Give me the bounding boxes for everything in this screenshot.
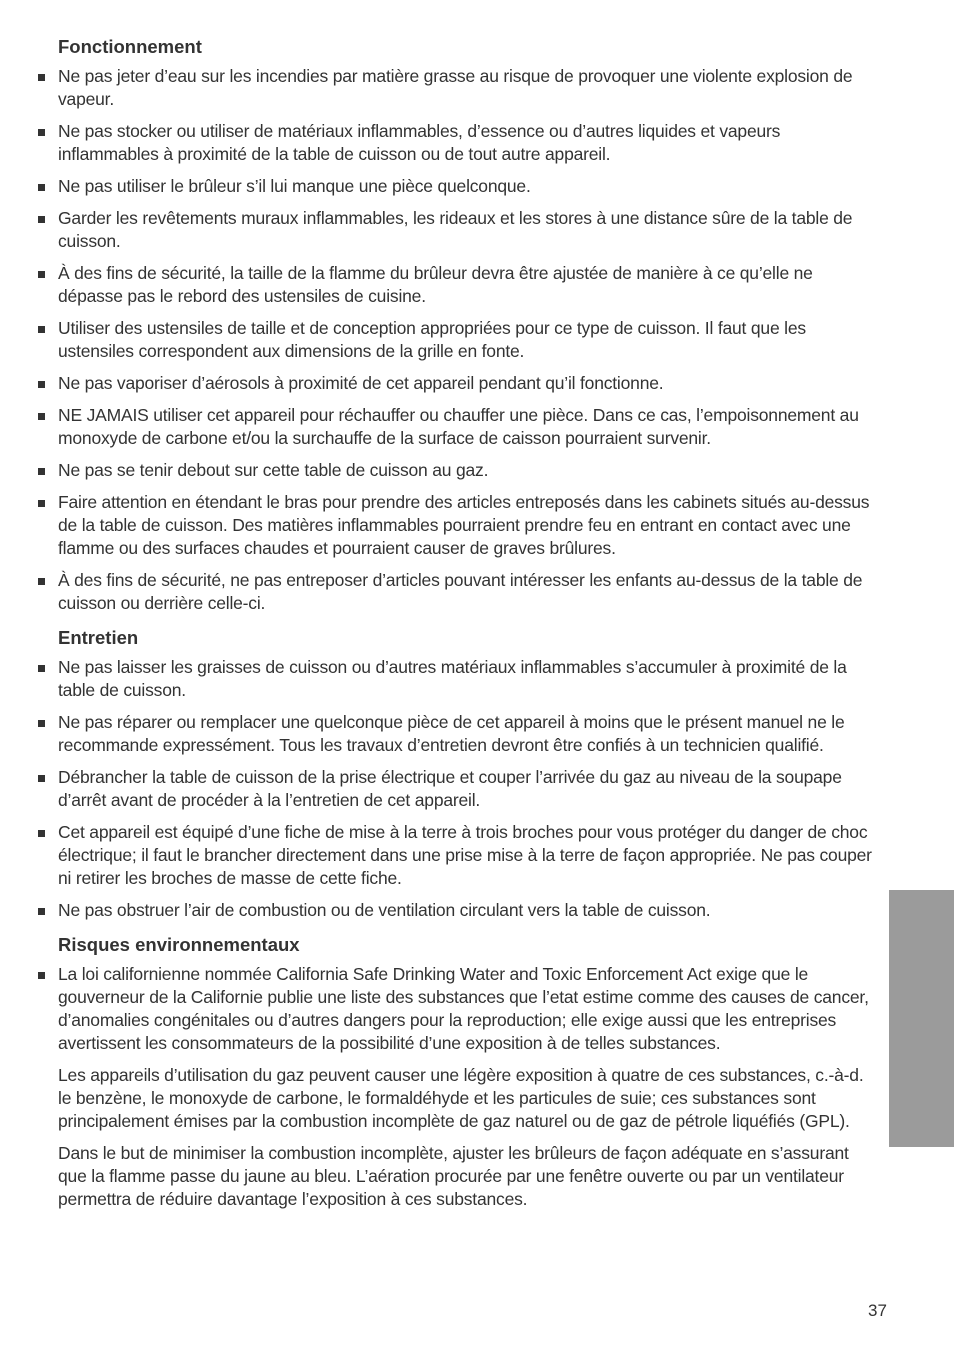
square-bullet-icon [38, 665, 45, 672]
list-item-text: Ne pas vaporiser d’aérosols à proximité de cet appareil pendant qu’il fonctionne. [58, 373, 664, 393]
list-item [0, 372, 878, 395]
square-bullet-icon [38, 578, 45, 585]
list-item-text: Ne pas laisser les graisses de cuisson ou d’autres matériaux inflammables s’accumuler à proximité de la table de cuisson. [58, 657, 847, 700]
list-item-text: À des fins de sécurité, la taille de la flamme du brûleur devra être ajustée de manière à ce qu’elle ne dépasse pas le rebord des ustensiles de cuisine. [58, 263, 813, 306]
square-bullet-icon [38, 468, 45, 475]
paragraph: Dans le but de minimiser la combustion incomplète, ajuster les brûleurs de façon adéquate en s’assurant que la flamme passe du jaune au bleu. L’aération procurée par une fenêtre ouverte ou par un ventilateur permettra de réduire davantage l’exposition à ces substances. [58, 1143, 849, 1209]
square-bullet-icon [38, 972, 45, 979]
square-bullet-icon [38, 908, 45, 915]
list-risques [0, 963, 954, 1055]
list-item [0, 569, 878, 615]
paragraph: Les appareils d’utilisation du gaz peuvent causer une légère exposition à quatre de ces substances, c.-à-d. le benzène, le monoxyde de carbone, le formaldéhyde et les particules de suie; ces substances sont principalement émises par la combustion incomplète de gaz naturel ou de gaz de pétrole liquéfiés (GPL). [58, 1065, 864, 1131]
list-item [0, 821, 878, 890]
list-item [0, 766, 878, 812]
list-item [0, 656, 878, 702]
square-bullet-icon [38, 413, 45, 420]
square-bullet-icon [38, 74, 45, 81]
section-title-fonctionnement: Fonctionnement [58, 36, 202, 57]
list-item-text: Cet appareil est équipé d’une fiche de mise à la terre à trois broches pour vous protéger du danger de choc électrique; il faut le brancher directement dans une prise mise à la terre de façon appropriée. Ne pas couper ni retirer les broches de masse de cette fiche. [58, 822, 872, 888]
list-item [0, 65, 878, 111]
list-item-text: Ne pas réparer ou remplacer une quelconque pièce de cet appareil à moins que le présent manuel ne le recommande expressément. Tous les travaux d’entretien devront être confiés à un technicien qualifié. [58, 712, 845, 755]
square-bullet-icon [38, 775, 45, 782]
list-item-text: Ne pas jeter d’eau sur les incendies par matière grasse au risque de provoquer une violente explosion de vapeur. [58, 66, 853, 109]
square-bullet-icon [38, 720, 45, 727]
list-item-text: Faire attention en étendant le bras pour prendre des articles entreposés dans les cabinets situés au-dessus de la table de cuisson. Des matières inflammables pourraient prendre feu en entrant en contact avec une flamme ou des surfaces chaudes et pourraient causer de graves brûlures. [58, 492, 870, 558]
list-item-text: NE JAMAIS utiliser cet appareil pour réchauffer ou chauffer une pièce. Dans ce cas, l’empoisonnement au monoxyde de carbone et/ou la surchauffe de la surface de caisson pourraient survenir. [58, 405, 859, 448]
list-item-text: Garder les revêtements muraux inflammables, les rideaux et les stores à une distance sûre de la table de cuisson. [58, 208, 853, 251]
list-item [0, 963, 878, 1055]
list-fonctionnement [0, 65, 954, 615]
section-title-entretien: Entretien [58, 627, 139, 648]
list-item [0, 711, 878, 757]
list-item-text: Ne pas utiliser le brûleur s’il lui manque une pièce quelconque. [58, 176, 531, 196]
section-side-tab [889, 890, 954, 1147]
list-item-text: Débrancher la table de cuisson de la prise électrique et couper l’arrivée du gaz au niveau de la soupape d’arrêt avant de procéder à la l’entretien de cet appareil. [58, 767, 842, 810]
square-bullet-icon [38, 830, 45, 837]
square-bullet-icon [38, 326, 45, 333]
list-item [0, 317, 878, 363]
list-item-text: À des fins de sécurité, ne pas entreposer d’articles pouvant intéresser les enfants au-dessus de la table de cuisson ou derrière celle-ci. [58, 570, 863, 613]
list-item [0, 491, 878, 560]
list-item-text: La loi californienne nommée California Safe Drinking Water and Toxic Enforcement Act exige que le gouverneur de la Californie publie une liste des substances que l’etat estime comme des causes de cancer, d’anomalies congénitales ou d’autres dangers pour la reproduction; elle exige aussi que les entreprises avertissent les consommateurs de la possibilité d’une exposition à de telles substances. [58, 964, 869, 1053]
list-item-text: Utiliser des ustensiles de taille et de conception appropriées pour ce type de cuisson. Il faut que les ustensiles correspondent aux dimensions de la grille en fonte. [58, 318, 806, 361]
square-bullet-icon [38, 500, 45, 507]
square-bullet-icon [38, 216, 45, 223]
list-item [0, 120, 878, 166]
list-item-text: Ne pas obstruer l’air de combustion ou de ventilation circulant vers la table de cuisson. [58, 900, 711, 920]
list-entretien [0, 656, 954, 922]
list-item [0, 262, 878, 308]
list-item [0, 404, 878, 450]
square-bullet-icon [38, 129, 45, 136]
list-item-text: Ne pas se tenir debout sur cette table de cuisson au gaz. [58, 460, 489, 480]
list-item [0, 899, 878, 922]
list-item [0, 459, 878, 482]
page-number: 37 [868, 1301, 887, 1320]
list-item [0, 207, 878, 253]
list-item [0, 175, 878, 198]
document-body [0, 33, 954, 1220]
square-bullet-icon [38, 381, 45, 388]
square-bullet-icon [38, 184, 45, 191]
list-item-text: Ne pas stocker ou utiliser de matériaux inflammables, d’essence ou d’autres liquides et vapeurs inflammables à proximité de la table de cuisson ou de tout autre appareil. [58, 121, 781, 164]
square-bullet-icon [38, 271, 45, 278]
section-title-risques: Risques environnementaux [58, 934, 300, 955]
